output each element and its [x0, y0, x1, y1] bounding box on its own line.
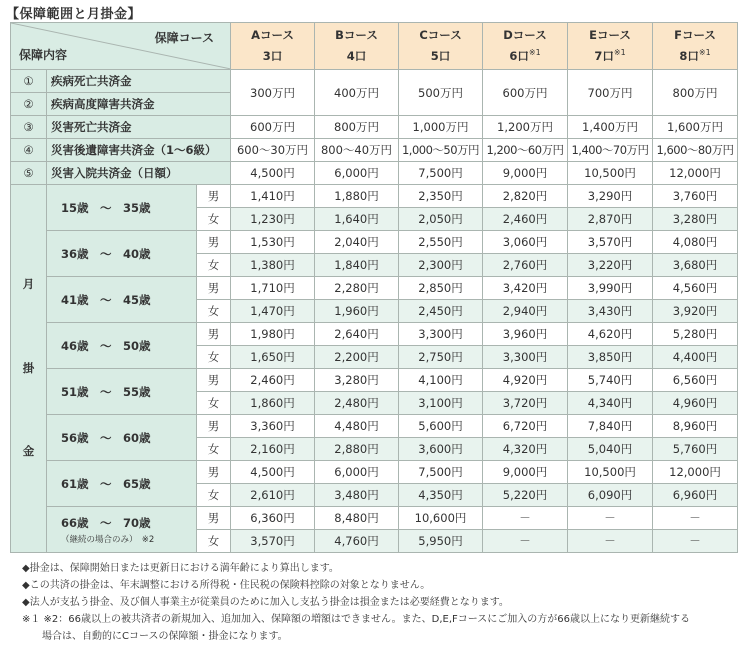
premium-value: 8,480円: [315, 507, 399, 530]
premium-value: 9,000円: [483, 461, 568, 484]
course-name: Eコース: [589, 28, 631, 43]
monthly-label-char: 金: [22, 444, 35, 459]
course-units: [231, 44, 314, 65]
premium-value: 2,940円: [483, 300, 568, 323]
premium-value: 2,820円: [483, 185, 568, 208]
course-units-value: 7口: [594, 48, 614, 63]
premium-value: 5,040円: [568, 438, 653, 461]
benefit-number: ②: [11, 93, 47, 116]
premium-value: 2,040円: [315, 231, 399, 254]
premium-value: 2,160円: [231, 438, 315, 461]
premium-row-male: [11, 323, 738, 346]
premium-value: 2,050円: [399, 208, 483, 231]
premium-value: 2,640円: [315, 323, 399, 346]
header-corner: [11, 23, 231, 70]
header-row: [11, 23, 738, 70]
page-title: 【保障範囲と月掛金】: [6, 7, 142, 22]
premium-value: 3,600円: [399, 438, 483, 461]
sex-male: 男: [197, 277, 231, 300]
benefit-number: ①: [11, 70, 47, 93]
premium-value: 3,280円: [653, 208, 738, 231]
benefit-value: 10,500円: [568, 162, 653, 185]
age-range: [47, 185, 197, 231]
age-range-note: （継続の場合のみ） ※2: [61, 534, 155, 545]
premium-value: 1,380円: [231, 254, 315, 277]
premium-value: 3,570円: [231, 530, 315, 553]
benefit-label: 災害後遺障害共済金（1～6級）: [47, 139, 231, 162]
premium-value: 4,340円: [568, 392, 653, 415]
course-units-value: 8口: [679, 48, 699, 63]
premium-value: 2,350円: [399, 185, 483, 208]
benefit-value: 600～30万円: [231, 139, 315, 162]
benefit-label: 災害死亡共済金: [47, 116, 231, 139]
sex-female: 女: [197, 300, 231, 323]
benefit-value: 12,000円: [653, 162, 738, 185]
sex-female: 女: [197, 208, 231, 231]
benefit-value: 600万円: [231, 116, 315, 139]
premium-value: 3,280円: [315, 369, 399, 392]
benefit-value: 500万円: [399, 70, 483, 116]
premium-value: 4,960円: [653, 392, 738, 415]
premium-value: 6,720円: [483, 415, 568, 438]
premium-value: 3,920円: [653, 300, 738, 323]
premium-value: 1,840円: [315, 254, 399, 277]
benefit-value: 1,600～80万円: [653, 139, 738, 162]
course-units: [483, 44, 567, 65]
premium-value: －: [568, 530, 653, 553]
sex-female: 女: [197, 484, 231, 507]
age-range-text: 15歳 ～ 35歳: [61, 200, 151, 215]
benefit-value: 800万円: [315, 116, 399, 139]
premium-value: 2,550円: [399, 231, 483, 254]
premium-value: 6,000円: [315, 461, 399, 484]
premium-value: 3,300円: [399, 323, 483, 346]
note-line: 場合は、自動的にCコースの保障額・掛金になります。: [22, 631, 288, 642]
premium-value: 2,460円: [483, 208, 568, 231]
premium-value: 1,230円: [231, 208, 315, 231]
premium-value: 3,290円: [568, 185, 653, 208]
sex-male: 男: [197, 369, 231, 392]
benefit-value: 700万円: [568, 70, 653, 116]
sex-female: 女: [197, 346, 231, 369]
premium-value: 2,610円: [231, 484, 315, 507]
premium-value: 2,870円: [568, 208, 653, 231]
premium-value: 4,480円: [315, 415, 399, 438]
benefit-value: 300万円: [231, 70, 315, 116]
benefit-value: 1,400万円: [568, 116, 653, 139]
premium-value: －: [483, 507, 568, 530]
premium-value: 6,560円: [653, 369, 738, 392]
benefit-value: 1,000～50万円: [399, 139, 483, 162]
premium-value: 1,710円: [231, 277, 315, 300]
monthly-label-char: 月: [22, 276, 35, 291]
course-name: Dコース: [503, 28, 547, 43]
premium-value: 6,090円: [568, 484, 653, 507]
premium-value: 2,300円: [399, 254, 483, 277]
course-units: [399, 44, 482, 65]
monthly-premium-label: [11, 185, 47, 553]
premium-value: －: [653, 507, 738, 530]
premium-value: 3,720円: [483, 392, 568, 415]
note-line: ※１ ※2：66歳以上の被共済者の新規加入、追加加入、保障額の増額はできません。また、D,E,Fコースにご加入の方が66歳以上になり更新継続する: [22, 614, 690, 625]
sex-female: 女: [197, 254, 231, 277]
benefit-value: 600万円: [483, 70, 568, 116]
premium-value: 2,450円: [399, 300, 483, 323]
course-name: Fコース: [674, 28, 716, 43]
sex-female: 女: [197, 392, 231, 415]
premium-value: 5,760円: [653, 438, 738, 461]
age-range-text: 46歳 ～ 50歳: [61, 338, 151, 353]
note-line: ◆法人が支払う掛金、及び個人事業主が従業員のために加入し支払う掛金は損金または必要経費となります。: [22, 597, 509, 608]
premium-value: 2,200円: [315, 346, 399, 369]
course-name: Bコース: [335, 28, 378, 43]
course-units-value: 6口: [509, 48, 529, 63]
course-header: [568, 23, 653, 70]
premium-value: 7,840円: [568, 415, 653, 438]
premium-value: 1,960円: [315, 300, 399, 323]
premium-value: 3,360円: [231, 415, 315, 438]
sex-female: 女: [197, 438, 231, 461]
age-range-text: 66歳 ～ 70歳: [61, 515, 151, 530]
age-range: [47, 277, 197, 323]
premium-value: －: [653, 530, 738, 553]
course-units-value: 4口: [346, 48, 367, 63]
course-header: [653, 23, 738, 70]
premium-value: 1,980円: [231, 323, 315, 346]
premium-value: 3,760円: [653, 185, 738, 208]
premium-row-male: [11, 231, 738, 254]
course-header: [315, 23, 399, 70]
premium-value: 2,880円: [315, 438, 399, 461]
sex-male: 男: [197, 323, 231, 346]
age-range: [47, 415, 197, 461]
premium-value: 1,530円: [231, 231, 315, 254]
course-note-mark: ※1: [528, 48, 541, 58]
age-range-text: 36歳 ～ 40歳: [61, 246, 151, 261]
age-range-text: 41歳 ～ 45歳: [61, 292, 151, 307]
course-units: [653, 44, 737, 65]
benefit-label: 疾病高度障害共済金: [47, 93, 231, 116]
premium-value: 2,850円: [399, 277, 483, 300]
premium-value: 8,960円: [653, 415, 738, 438]
benefit-row: [11, 70, 738, 93]
premium-value: 4,500円: [231, 461, 315, 484]
benefit-value: 1,000万円: [399, 116, 483, 139]
premium-value: 4,760円: [315, 530, 399, 553]
premium-value: 3,420円: [483, 277, 568, 300]
premium-value: 1,860円: [231, 392, 315, 415]
premium-value: －: [483, 530, 568, 553]
premium-value: 7,500円: [399, 461, 483, 484]
benefit-value: 1,600万円: [653, 116, 738, 139]
age-range: [47, 323, 197, 369]
premium-value: 10,600円: [399, 507, 483, 530]
sex-female: 女: [197, 530, 231, 553]
premium-value: 4,100円: [399, 369, 483, 392]
benefit-value: 800万円: [653, 70, 738, 116]
premium-value: 2,750円: [399, 346, 483, 369]
benefit-number: ⑤: [11, 162, 47, 185]
course-header: [483, 23, 568, 70]
premium-value: 4,320円: [483, 438, 568, 461]
premium-value: 1,650円: [231, 346, 315, 369]
benefit-value: 7,500円: [399, 162, 483, 185]
age-range: [47, 231, 197, 277]
age-range: [47, 507, 197, 553]
premium-value: 5,280円: [653, 323, 738, 346]
premium-value: 6,360円: [231, 507, 315, 530]
benefit-label: 災害入院共済金（日額）: [47, 162, 231, 185]
course-units: [315, 44, 398, 65]
age-range-text: 51歳 ～ 55歳: [61, 384, 151, 399]
premium-value: 3,100円: [399, 392, 483, 415]
benefit-value: 1,200万円: [483, 116, 568, 139]
benefit-value: 1,400～70万円: [568, 139, 653, 162]
premium-value: 2,280円: [315, 277, 399, 300]
premium-value: 12,000円: [653, 461, 738, 484]
course-note-mark: ※1: [613, 48, 626, 58]
premium-value: 10,500円: [568, 461, 653, 484]
course-header: [231, 23, 315, 70]
premium-value: 3,060円: [483, 231, 568, 254]
premium-value: 3,300円: [483, 346, 568, 369]
premium-value: 6,960円: [653, 484, 738, 507]
premium-value: 3,990円: [568, 277, 653, 300]
premium-value: 4,400円: [653, 346, 738, 369]
premium-value: 4,560円: [653, 277, 738, 300]
note-line: ◆この共済の掛金は、年末調整における所得税・住民税の保険料控除の対象となりません。: [22, 580, 431, 591]
table-body: [11, 23, 738, 553]
age-range-text: 56歳 ～ 60歳: [61, 430, 151, 445]
premium-value: 3,960円: [483, 323, 568, 346]
premium-row-male: [11, 415, 738, 438]
sex-male: 男: [197, 461, 231, 484]
benefit-value: 6,000円: [315, 162, 399, 185]
benefit-number: ④: [11, 139, 47, 162]
premium-row-male: [11, 277, 738, 300]
content-axis-label: 保障内容: [19, 48, 68, 62]
premium-value: 1,470円: [231, 300, 315, 323]
premium-value: 1,410円: [231, 185, 315, 208]
monthly-label-char: 掛: [22, 360, 35, 375]
premium-value: 3,480円: [315, 484, 399, 507]
benefit-number: ③: [11, 116, 47, 139]
benefit-value: 400万円: [315, 70, 399, 116]
course-units: [568, 44, 652, 65]
benefit-value: 800～40万円: [315, 139, 399, 162]
premium-value: 2,460円: [231, 369, 315, 392]
premium-value: 3,570円: [568, 231, 653, 254]
course-name: Cコース: [419, 28, 462, 43]
notes: [22, 560, 690, 645]
coverage-table: [10, 22, 738, 553]
premium-value: 4,920円: [483, 369, 568, 392]
premium-value: 3,220円: [568, 254, 653, 277]
age-range: [47, 461, 197, 507]
sex-male: 男: [197, 415, 231, 438]
age-range-text: 61歳 ～ 65歳: [61, 476, 151, 491]
course-units-value: 3口: [262, 48, 283, 63]
course-axis-label: 保障コース: [154, 31, 215, 45]
premium-value: 5,220円: [483, 484, 568, 507]
premium-value: 3,430円: [568, 300, 653, 323]
premium-value: 3,850円: [568, 346, 653, 369]
benefit-row: [11, 139, 738, 162]
course-header: [399, 23, 483, 70]
premium-value: 3,680円: [653, 254, 738, 277]
benefit-value: 9,000円: [483, 162, 568, 185]
premium-row-male: [11, 369, 738, 392]
benefit-value: 4,500円: [231, 162, 315, 185]
premium-row-male: [11, 461, 738, 484]
benefit-value: 1,200～60万円: [483, 139, 568, 162]
note-line: ◆掛金は、保障開始日または更新日における満年齢により算出します。: [22, 563, 339, 574]
premium-value: 5,740円: [568, 369, 653, 392]
premium-row-male: [11, 185, 738, 208]
sex-male: 男: [197, 507, 231, 530]
sex-male: 男: [197, 231, 231, 254]
premium-value: 2,760円: [483, 254, 568, 277]
benefit-row: [11, 162, 738, 185]
premium-value: 2,480円: [315, 392, 399, 415]
premium-row-male: [11, 507, 738, 530]
course-name: Aコース: [251, 28, 294, 43]
age-range: [47, 369, 197, 415]
premium-value: 5,600円: [399, 415, 483, 438]
premium-value: 1,880円: [315, 185, 399, 208]
premium-value: －: [568, 507, 653, 530]
premium-value: 4,080円: [653, 231, 738, 254]
premium-value: 4,350円: [399, 484, 483, 507]
premium-value: 5,950円: [399, 530, 483, 553]
benefit-row: [11, 116, 738, 139]
benefit-label: 疾病死亡共済金: [47, 70, 231, 93]
premium-value: 1,640円: [315, 208, 399, 231]
sex-male: 男: [197, 185, 231, 208]
course-note-mark: ※1: [698, 48, 711, 58]
premium-value: 4,620円: [568, 323, 653, 346]
course-units-value: 5口: [430, 48, 451, 63]
